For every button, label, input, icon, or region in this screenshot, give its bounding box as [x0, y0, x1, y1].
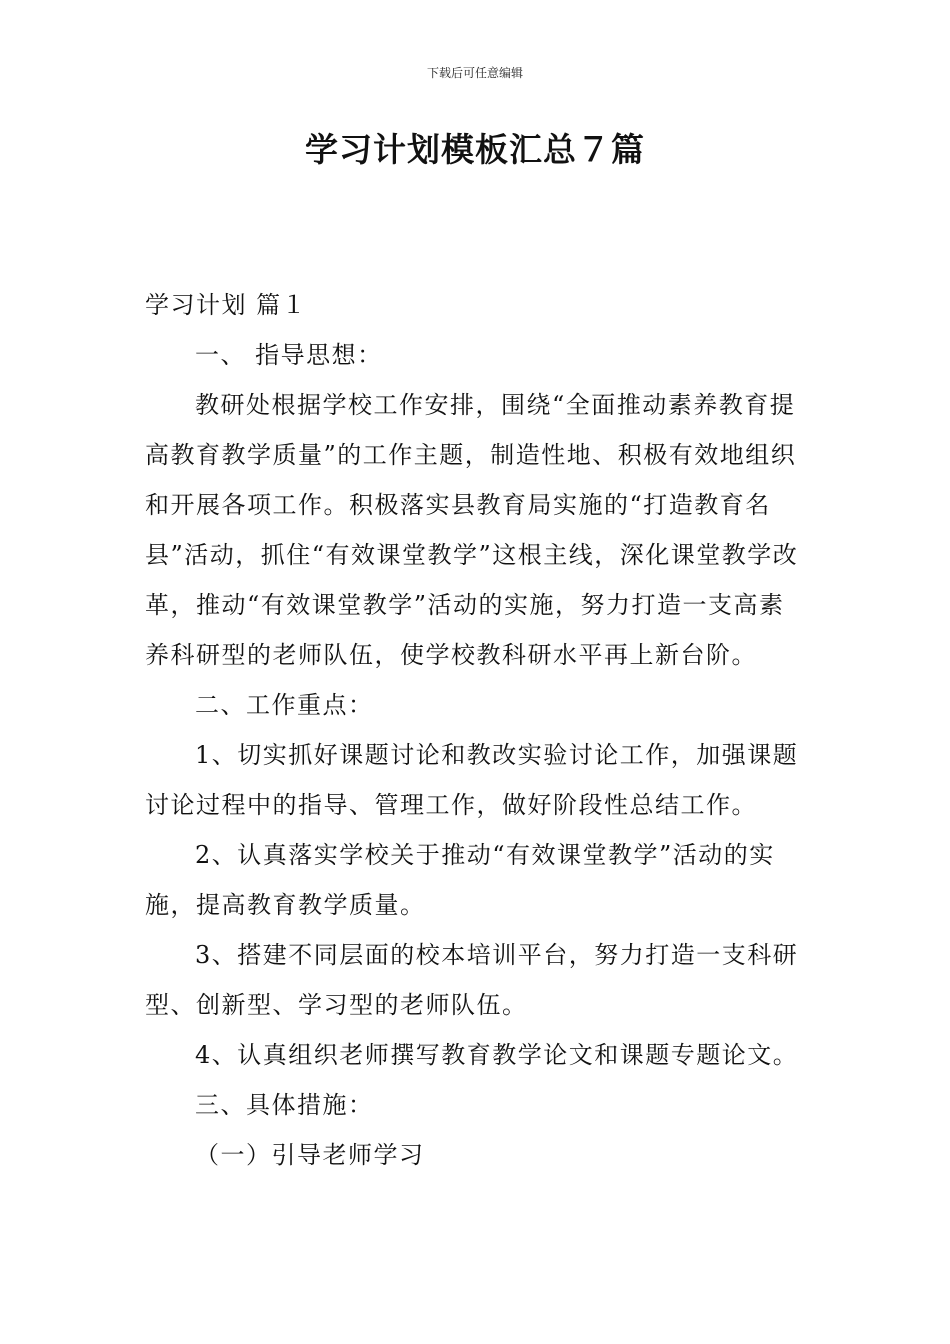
paragraph-measure-1-heading: （一）引导老师学习	[195, 1141, 425, 1169]
paragraph-focus-1: 1、切实抓好课题讨论和教改实验讨论工作，加强课题讨论过程中的指导、管理工作，做好阶段性总结工作。	[145, 741, 799, 819]
paragraph-guiding-thought: 教研处根据学校工作安排，围绕“全面推动素养教育提高教育教学质量”的工作主题，制造性地、积极有效地组织和开展各项工作。积极落实县教育局实施的“打造教育名县”活动，抓住“有效课堂教学”这根主线，深化课堂教学改革，推动“有效课堂教学”活动的实施，努力打造一支高素养科研型的老师队伍，使学校教科研水平再上新台阶。	[145, 391, 799, 669]
paragraph-guiding-thought-heading: 一、 指导思想：	[195, 341, 383, 369]
paragraph-measures-heading: 三、具体措施：	[195, 1091, 374, 1119]
paragraph-focus-3: 3、搭建不同层面的校本培训平台，努力打造一支科研型、创新型、学习型的老师队伍。	[145, 941, 799, 1019]
header-note: 下载后可任意编辑	[426, 66, 523, 80]
paragraph-work-focus-heading: 二、工作重点：	[195, 691, 374, 719]
paragraph-focus-2: 2、认真落实学校关于推动“有效课堂教学”活动的实施，提高教育教学质量。	[145, 841, 775, 919]
document-title: 学习计划模板汇总７篇	[305, 130, 645, 169]
document-body	[145, 280, 807, 1180]
paragraph-focus-4: 4、认真组织老师撰写教育教学论文和课题专题论文。	[195, 1041, 799, 1069]
section-heading: 学习计划 篇１	[145, 291, 308, 319]
